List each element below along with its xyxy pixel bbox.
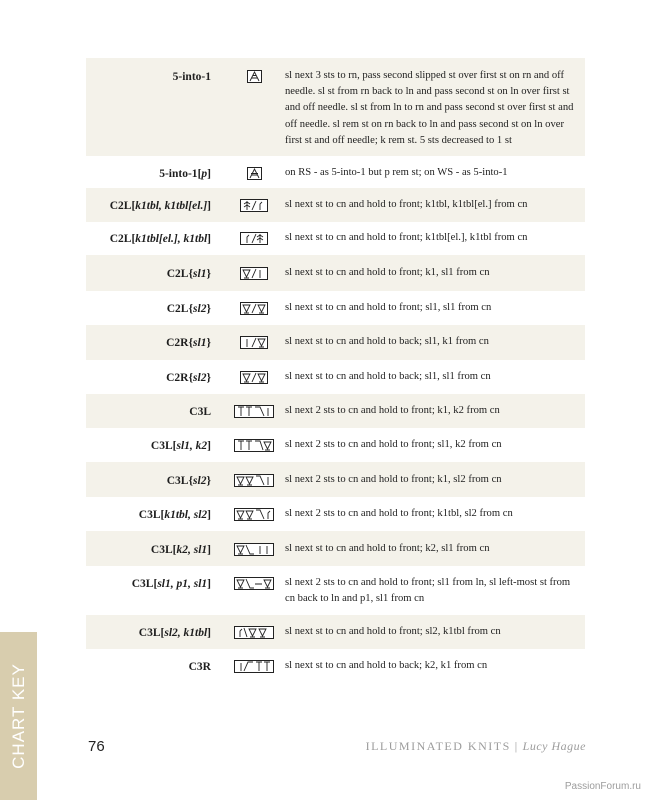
stitch-name: C3L{sl2} xyxy=(166,475,211,487)
stitch-description: sl next st to cn and hold to front; k1tbl, k1tbl[el.] from cn xyxy=(285,199,528,210)
stitch-name: C3L[sl1, p1, sl1] xyxy=(131,578,211,590)
stitch-name: C2L[k1tbl[el.], k1tbl] xyxy=(109,233,211,245)
stitch-description: sl next 2 sts to cn and hold to front; k1, k2 from cn xyxy=(285,405,500,416)
chart-key-table xyxy=(86,58,585,689)
chart-key-side-tab xyxy=(0,632,37,800)
table-row xyxy=(86,291,585,325)
c2r-sl1-symbol-icon xyxy=(240,336,268,349)
c3l-sl1-k2-symbol-icon xyxy=(234,439,274,452)
table-row xyxy=(86,156,585,188)
c2r-sl2-symbol-icon xyxy=(240,371,268,384)
table-row xyxy=(86,462,585,497)
table-row xyxy=(86,394,585,428)
stitch-name: 5-into-1[p] xyxy=(159,168,211,180)
stitch-description: sl next 2 sts to cn and hold to front; sl1, k2 from cn xyxy=(285,439,502,450)
stitch-description: sl next st to cn and hold to front; k1, sl1 from cn xyxy=(285,267,490,278)
stitch-description: on RS - as 5-into-1 but p rem st; on WS - as 5-into-1 xyxy=(285,167,508,178)
stitch-name: C3R xyxy=(188,661,211,673)
stitch-name: C3L xyxy=(189,406,211,418)
table-row xyxy=(86,615,585,649)
table-row xyxy=(86,222,585,255)
c2l-el-k1tbl-symbol-icon xyxy=(240,232,268,245)
stitch-description: sl next 3 sts to rn, pass second slipped st over first st on rn and off needle. sl st from rn back to ln and pass second st on ln over first st and off needle. sl st from ln to rn and pass second st over first st and off needle. sl rem st on rn back to ln and pass second st on ln over first st and off needle; k rem st. 5 sts decreased to 1 st xyxy=(285,70,574,146)
stitch-description: sl next st to cn and hold to front; sl1, sl1 from cn xyxy=(285,302,492,313)
stitch-name: 5-into-1 xyxy=(172,71,211,83)
stitch-name: C3L[sl1, k2] xyxy=(150,440,211,452)
stitch-description: sl next st to cn and hold to front; k2, sl1 from cn xyxy=(285,543,490,554)
c3l-k2-sl1-symbol-icon xyxy=(234,543,274,556)
stitch-name: C3L[sl2, k1tbl] xyxy=(138,627,211,639)
side-tab-label: CHART KEY xyxy=(8,663,28,769)
table-row xyxy=(86,428,585,462)
table-row xyxy=(86,566,585,615)
c3l-k1tbl-sl2-symbol-icon xyxy=(234,508,274,521)
c3l-symbol-icon xyxy=(234,405,274,418)
stitch-description: sl next st to cn and hold to back; sl1, sl1 from cn xyxy=(285,371,491,382)
table-row xyxy=(86,497,585,531)
author-name: Lucy Hague xyxy=(522,739,586,753)
footer-separator: | xyxy=(514,739,519,753)
watermark: PassionForum.ru xyxy=(564,781,641,792)
c3l-sl2-symbol-icon xyxy=(234,474,274,487)
five-into-one-symbol-icon xyxy=(247,70,262,83)
stitch-name: C2L{sl1} xyxy=(166,268,211,280)
c2l-sl2-symbol-icon xyxy=(240,302,268,315)
stitch-description: sl next st to cn and hold to front; sl2, k1tbl from cn xyxy=(285,626,501,637)
stitch-description: sl next st to cn and hold to front; k1tbl[el.], k1tbl from cn xyxy=(285,232,528,243)
table-row xyxy=(86,325,585,360)
table-row xyxy=(86,649,585,689)
table-row xyxy=(86,188,585,222)
table-row xyxy=(86,531,585,566)
five-into-one-purl-symbol-icon xyxy=(247,167,262,180)
c2l-k1tbl-el-symbol-icon xyxy=(240,199,268,212)
c3l-sl2-k1tbl-symbol-icon xyxy=(234,626,274,639)
c2l-sl1-symbol-icon xyxy=(240,267,268,280)
stitch-description: sl next st to cn and hold to back; k2, k1 from cn xyxy=(285,660,488,671)
stitch-description: sl next st to cn and hold to back; sl1, k1 from cn xyxy=(285,336,489,347)
page-number: 76 xyxy=(88,738,105,755)
stitch-name: C3L[k2, sl1] xyxy=(150,544,211,556)
c3l-sl1-p1-sl1-symbol-icon xyxy=(234,577,274,590)
stitch-name: C3L[k1tbl, sl2] xyxy=(138,509,211,521)
stitch-description: sl next 2 sts to cn and hold to front; k1, sl2 from cn xyxy=(285,474,502,485)
running-footer xyxy=(366,739,586,754)
stitch-description: sl next 2 sts to cn and hold to front; k1tbl, sl2 from cn xyxy=(285,508,513,519)
table-row xyxy=(86,360,585,394)
c3r-symbol-icon xyxy=(234,660,274,673)
stitch-name: C2L{sl2} xyxy=(166,303,211,315)
table-row xyxy=(86,58,585,156)
table-row xyxy=(86,255,585,291)
book-title: ILLUMINATED KNITS xyxy=(365,739,511,753)
stitch-description: sl next 2 sts to cn and hold to front; sl1 from ln, sl left-most st from cn back to ln and p1, sl1 from cn xyxy=(285,577,571,605)
stitch-name: C2R{sl2} xyxy=(166,372,211,384)
stitch-name: C2L[k1tbl, k1tbl[el.]] xyxy=(109,200,211,212)
stitch-name: C2R{sl1} xyxy=(166,337,211,349)
